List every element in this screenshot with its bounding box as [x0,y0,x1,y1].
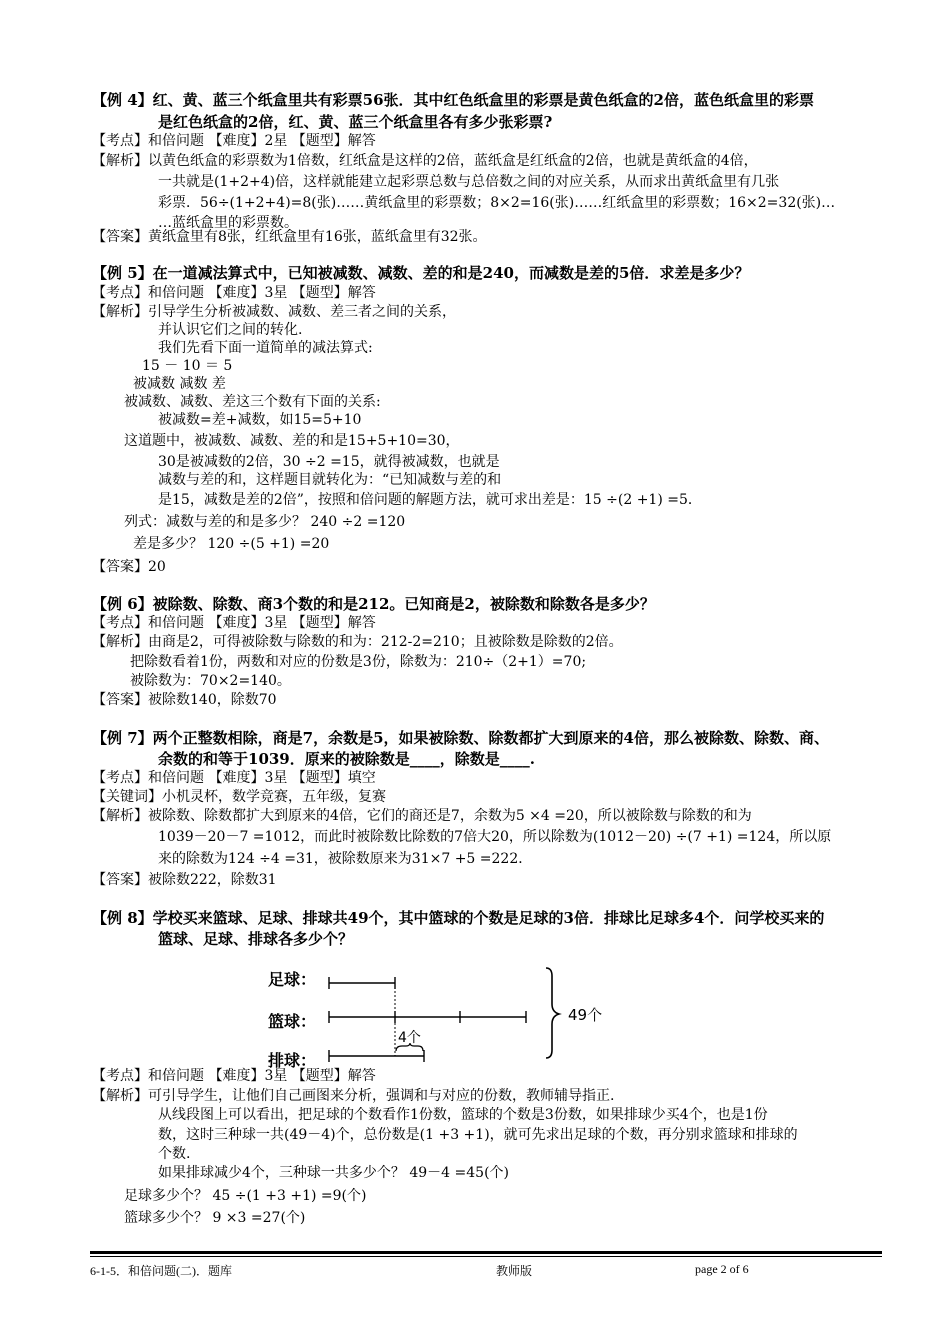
ex5-solution-line10: 减数与差的和，这样题目就转化为：“已知减数与差的和 [158,472,502,488]
footer-rule-thick [90,1251,882,1254]
ex5-subtraction-example: 15 － 10 ＝ 5 [142,358,233,374]
ex7-question-line2: 余数的和等于1039．原来的被除数是____，除数是____. [158,750,535,768]
ex7-meta: 【考点】和倍问题 【难度】3星 【题型】填空 [92,770,376,786]
ex8-solution-line1: 【解析】可引导学生，让他们自己画图来分析，强调和与对应的份数，教师辅导指正. [92,1088,615,1104]
ex7-solution-line3: 来的除数为124 ÷4 =31，被除数原来为31×7 +5 =222． [158,851,533,867]
ex5-question: 【例 5】在一道减法算式中，已知被减数、减数、差的和是240，而减数是差的5倍．求差是多少？ [92,264,750,282]
fig-basketball-label: 篮球： [268,1012,317,1031]
ex6-solution-line3: 被除数为：70×2=140。 [130,673,291,689]
ex7-answer: 【答案】被除数222，除数31 [92,872,277,888]
ex6-solution-line2: 把除数看着1份，两数和对应的份数是3份，除数为：210÷（2+1）=70; [130,654,587,670]
footer-rule-thin [90,1256,882,1257]
ex6-answer: 【答案】被除数140，除数70 [92,692,277,708]
total-brace [546,968,559,1058]
ex8-solution-line2: 从线段图上可以看出，把足球的个数看作1份数，篮球的个数是3份数，如果排球少买4个，也是1份 [158,1107,768,1123]
ex8-solution-line7: 篮球多少个？ 9 ×3 =27(个) [124,1210,306,1226]
fig-football-label: 足球： [268,970,317,989]
ex6-solution-line1: 【解析】由商是2，可得被除数与除数的和为：212-2=210；且被除数是除数的2倍。 [92,634,623,650]
ex7-solution-line2: 1039－20－7 =1012，而此时被除数比除数的7倍大20，所以除数为(1012－20) ÷(7 +1) =124，所以原 [158,829,832,845]
ex4-solution-line1: 【解析】以黄色纸盒的彩票数为1倍数，红纸盒是这样的2倍，蓝纸盒是红纸盒的2倍，也就是黄纸盒的4倍， [92,153,758,169]
ex7-keywords: 【关键词】小机灵杯，数学竞赛，五年级，复赛 [92,789,386,805]
ex5-subtraction-labels: 被减数 减数 差 [133,376,226,392]
ex4-solution-line2: 一共就是(1+2+4)倍，这样就能建立起彩票总数与总倍数之间的对应关系，从而求出黄纸盒里有几张 [158,174,780,190]
ex4-solution-line4: …蓝纸盒里的彩票数。 [158,215,298,231]
ex8-solution-line6: 足球多少个？ 45 ÷(1 +3 +1) =9(个) [124,1188,367,1204]
fig-extra-4-label: 4个 [398,1030,421,1046]
ex4-meta: 【考点】和倍问题 【难度】2星 【题型】解答 [92,133,376,149]
ex7-solution-line1: 【解析】被除数、除数都扩大到原来的4倍，它们的商还是7，余数为5 ×4 =20，所以被除数与除数的和为 [92,808,752,824]
ex8-solution-line5: 如果排球减少4个，三种球一共多少个？ 49－4 =45(个) [158,1165,509,1181]
ex8-meta: 【考点】和倍问题 【难度】3星 【题型】解答 [92,1068,376,1084]
fig-volleyball-label: 排球： [268,1051,317,1070]
ex5-solution-line6: 被减数、减数、差这三个数有下面的关系: [124,394,381,410]
ex5-solution-line7: 被减数=差+减数，如15=5+10 [158,412,362,428]
ex5-answer: 【答案】20 [92,559,166,575]
ex4-question-line2: 是红色纸盒的2倍，红、黄、蓝三个纸盒里各有多少张彩票? [158,113,553,131]
ex5-meta: 【考点】和倍问题 【难度】3星 【题型】解答 [92,285,376,301]
ex5-formula-line2: 差是多少？ 120 ÷(5 +1) =20 [133,536,330,552]
ex5-solution-line9: 30是被减数的2倍，30 ÷2 =15，就得被减数，也就是 [158,454,500,470]
ex6-meta: 【考点】和倍问题 【难度】3星 【题型】解答 [92,615,376,631]
ex7-question-line1: 【例 7】两个正整数相除，商是7，余数是5，如果被除数、除数都扩大到原来的4倍，那么被除数、除数、商、 [92,729,829,747]
ex8-question-line2: 篮球、足球、排球各多少个？ [158,930,354,948]
ex4-answer: 【答案】黄纸盒里有8张，红纸盒里有16张，蓝纸盒里有32张。 [92,229,487,245]
ex8-question-line1: 【例 8】学校买来篮球、足球、排球共49个，其中篮球的个数是足球的3倍．排球比足球多4个．问学校买来的 [92,909,825,927]
ex8-solution-line3: 数，这时三种球一共(49－4)个，总份数是(1 +3 +1)，就可先求出足球的个数，再分别求篮球和排球的 [158,1127,798,1143]
ex5-solution-line11: 是15，减数是差的2倍”，按照和倍问题的解题方法，就可求出差是：15 ÷(2 +1) =5． [158,492,702,508]
ex5-solution-line1: 【解析】引导学生分析被减数、减数、差三者之间的关系， [92,304,456,320]
ex5-solution-line8: 这道题中，被减数、减数、差的和是15+5+10=30， [124,433,460,449]
ex5-solution-line2: 并认识它们之间的转化. [158,322,303,338]
ex6-question: 【例 6】被除数、除数、商3个数的和是212。已知商是2，被除数和除数各是多少？ [92,595,655,613]
footer-edition: 教师版 [496,1264,533,1278]
fig-total-49-label: 49个 [568,1006,603,1024]
footer-doc-title: 6-1-5．和倍问题(二)．题库 [90,1264,232,1278]
ex4-question-line1: 【例 4】红、黄、蓝三个纸盒里共有彩票56张．其中红色纸盒里的彩票是黄色纸盒的2倍，蓝色纸盒里的彩票 [92,91,814,109]
extra-brace [396,1043,423,1051]
ex5-formula-line1: 列式：减数与差的和是多少？ 240 ÷2 =120 [124,514,406,530]
ex5-solution-line3: 我们先看下面一道简单的减法算式: [158,340,373,356]
ex4-solution-line3: 彩票．56÷(1+2+4)=8(张)……黄纸盒里的彩票数；8×2=16(张)……红纸盒里的彩票数；16×2=32(张)… [158,195,836,211]
ex8-solution-line4: 个数. [158,1146,191,1162]
footer-page-number: page 2 of 6 [695,1262,749,1276]
